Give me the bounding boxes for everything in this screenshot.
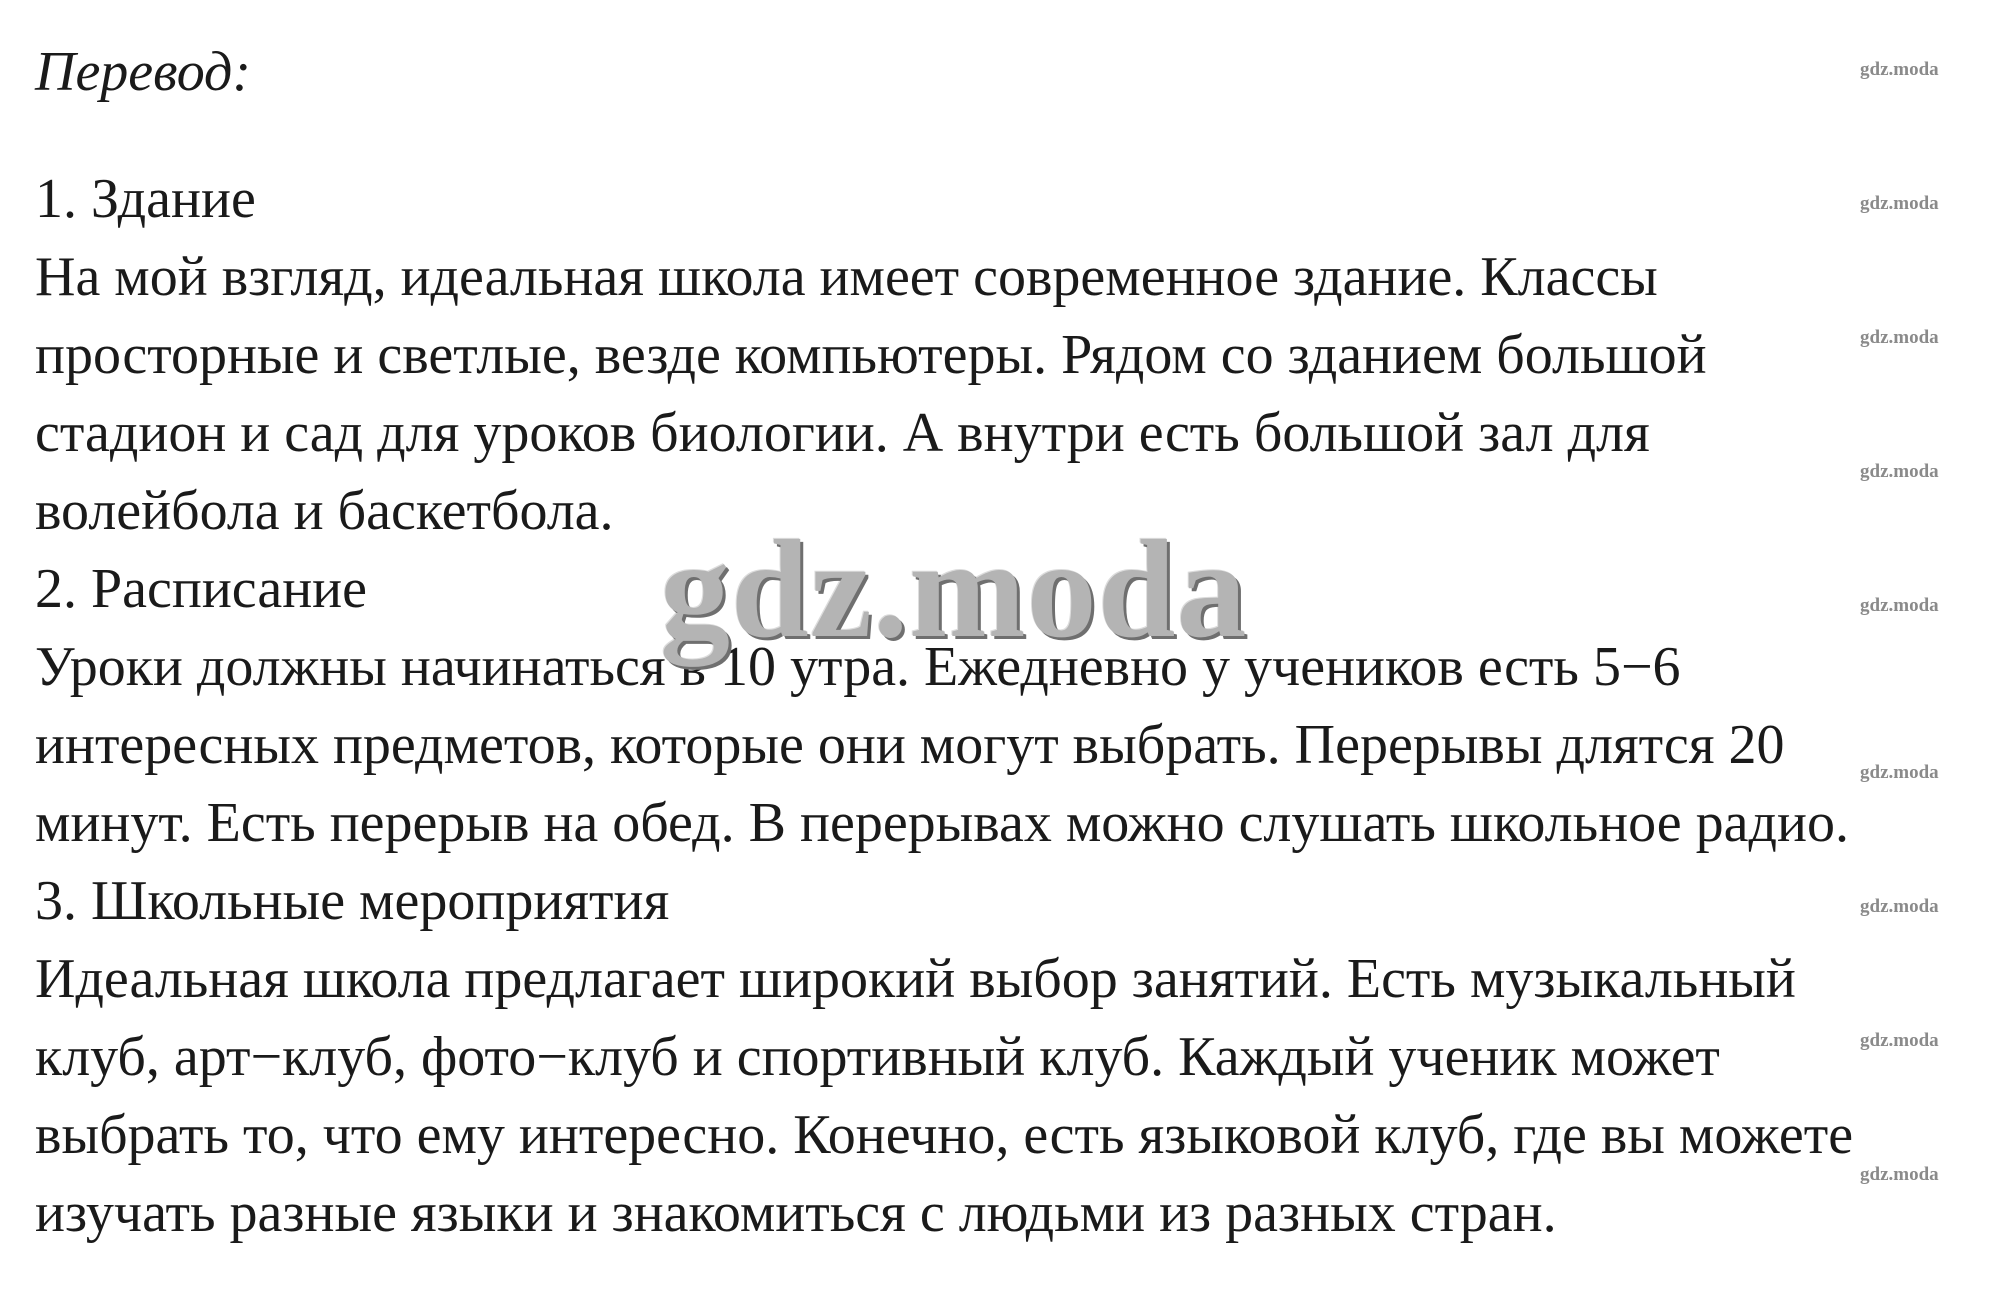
watermark-small: gdz.moda <box>1860 896 1939 917</box>
paragraph-line: интересных предметов, которые они могут выбрать. Перерывы длятся 20 <box>35 714 1785 776</box>
paragraph-line: просторные и светлые, везде компьютеры. Рядом со зданием большой <box>35 324 1707 386</box>
paragraph-line: На мой взгляд, идеальная школа имеет современное здание. Классы <box>35 246 1658 308</box>
paragraph-line: выбрать то, что ему интересно. Конечно, есть языковой клуб, где вы можете <box>35 1104 1854 1166</box>
paragraph-line: клуб, арт−клуб, фото−клуб и спортивный клуб. Каждый ученик может <box>35 1026 1720 1088</box>
paragraph-line: Идеальная школа предлагает широкий выбор занятий. Есть музыкальный <box>35 948 1796 1010</box>
paragraph-line: минут. Есть перерыв на обед. В перерывах можно слушать школьное радио. <box>35 792 1849 854</box>
paragraph-line: изучать разные языки и знакомиться с людьми из разных стран. <box>35 1182 1557 1244</box>
watermark-small: gdz.moda <box>1860 59 1939 80</box>
section-title-school-events: 3. Школьные мероприятия <box>35 870 670 932</box>
watermark-small: gdz.moda <box>1860 461 1939 482</box>
watermark-small: gdz.moda <box>1860 193 1939 214</box>
watermark-small: gdz.moda <box>1860 1030 1939 1051</box>
watermark-large: gdz.moda <box>660 512 1248 667</box>
section-title-schedule: 2. Расписание <box>35 558 367 620</box>
watermark-small: gdz.moda <box>1860 1164 1939 1185</box>
watermark-small: gdz.moda <box>1860 327 1939 348</box>
paragraph-line: стадион и сад для уроков биологии. А внутри есть большой зал для <box>35 402 1650 464</box>
watermark-small: gdz.moda <box>1860 595 1939 616</box>
watermark-small: gdz.moda <box>1860 762 1939 783</box>
document-body <box>35 160 1965 1252</box>
document-heading: Перевод: <box>35 41 251 103</box>
paragraph-line: Уроки должны начинаться в 10 утра. Ежедневно у учеников есть 5−6 <box>35 636 1681 698</box>
paragraph-line: волейбола и баскетбола. <box>35 480 614 542</box>
section-title-building: 1. Здание <box>35 168 256 230</box>
